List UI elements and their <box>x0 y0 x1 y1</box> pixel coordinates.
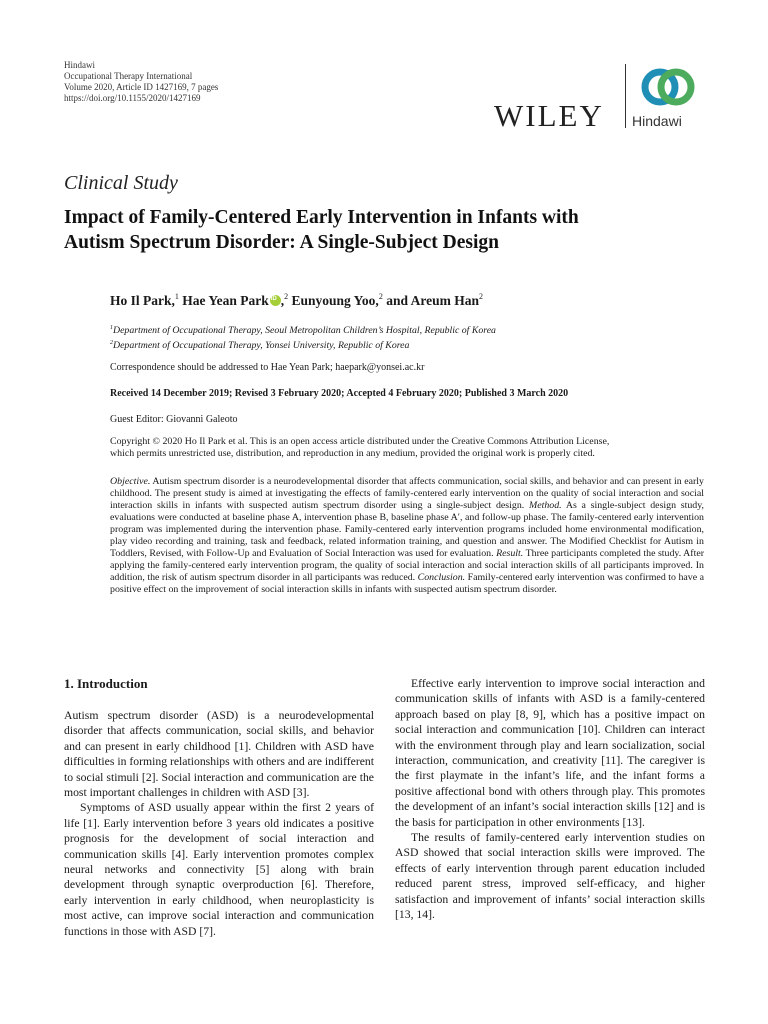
abstract-objective: Autism spectrum disorder is a neurodevelopmental disorder that affects communication, social skills, and behavior and can present in early childhood. The present study is aimed at investigating the effects of family-centered early intervention on the quality of social interaction and social interaction skills in infants with suspected autism spectrum disorder using a single-subject design. <box>110 476 704 511</box>
author-list <box>110 292 483 309</box>
affil-text: Department of Occupational Therapy, Seoul Metropolitan Children’s Hospital, Republic of Korea <box>113 325 496 336</box>
copyright-line-2: which permits unrestricted use, distribution, and reproduction in any medium, provided the original work is properly cited. <box>110 448 595 459</box>
logo-divider <box>625 64 626 128</box>
body-column-right <box>395 676 705 923</box>
author-name[interactable]: and Areum Han <box>386 293 479 308</box>
author-name[interactable]: Eunyoung Yoo, <box>291 293 379 308</box>
author-name[interactable]: Ho Il Park, <box>110 293 175 308</box>
copyright-notice <box>110 436 710 460</box>
paragraph: Symptoms of ASD usually appear within the first 2 years of life [1]. Early intervention before 3 years old indicates a positive prognosis for the development of social interaction and communication skills [4]. Early intervention promotes complex neural networks and connectivity [5] along with brain development through synaptic overproduction [6]. Therefore, early intervention in early childhood, when neuroplasticity is most active, can improve social interaction and communication functions in those with ASD [7]. <box>64 801 374 938</box>
author-affil-mark: 2 <box>478 292 483 301</box>
hindawi-logo-text: Hindawi <box>632 113 682 129</box>
paragraph: Autism spectrum disorder (ASD) is a neurodevelopmental disorder that affects communication, social skills, and behavior and can present in early childhood [1]. Children with ASD have difficulties in forming relationships with others and are indifferent to social stimuli [2]. Social interaction and communication are the most important challenges in children with ASD [3]. <box>64 709 374 800</box>
publication-dates: Received 14 December 2019; Revised 3 February 2020; Accepted 4 February 2020; Published 3 March 2020 <box>110 388 569 399</box>
affil-mark: 2 <box>110 340 113 346</box>
guest-editor: Guest Editor: Giovanni Galeoto <box>110 414 238 425</box>
affiliation-2 <box>110 337 496 352</box>
article-title <box>64 205 704 255</box>
abstract-objective-label: Objective. <box>110 476 151 487</box>
affiliations <box>110 322 496 352</box>
affil-text: Department of Occupational Therapy, Yonsei University, Republic of Korea <box>113 340 410 351</box>
abstract-method-label: Method. <box>528 500 562 511</box>
author-affil-mark: 1 <box>174 292 179 301</box>
doi-link[interactable]: https://doi.org/10.1155/2020/1427169 <box>64 93 201 103</box>
affil-mark: 1 <box>110 325 113 331</box>
author-affil-mark: 2 <box>284 292 289 301</box>
article-type: Clinical Study <box>64 172 178 194</box>
abstract-result-label: Result. <box>496 548 524 559</box>
title-line-1: Impact of Family-Centered Early Intervention in Infants with <box>64 207 579 228</box>
author-name[interactable]: Hae Yean Park <box>182 293 269 308</box>
affiliation-1 <box>110 322 496 337</box>
author-separator: , <box>280 293 285 308</box>
abstract-conclusion-label: Conclusion. <box>417 572 466 583</box>
correspondence: Correspondence should be addressed to Hae Yean Park; haepark@yonsei.ac.kr <box>110 362 425 373</box>
paragraph: Effective early intervention to improve social interaction and communication skills of infants with ASD is a family-centered approach based on play [8, 9], which has a positive impact on social interaction and communication [10]. Children can interact with the environment through play and learn socialization, social interaction, communication, and creativity [11]. The caregiver is the first playmate in the infant’s life, and the infant forms a positive affectional bond with others through play. This promotes the development of an infant’s social interaction skills [12] and is the basis for participation in other environments [13]. <box>395 677 705 829</box>
wiley-logo: WILEY <box>494 98 604 133</box>
journal-info <box>64 60 218 104</box>
abstract <box>110 476 704 596</box>
section-heading: 1. Introduction <box>64 676 148 691</box>
body-column-left <box>64 708 374 939</box>
author-affil-mark: 2 <box>378 292 383 301</box>
hindawi-logo-icon <box>640 64 696 110</box>
title-line-2: Autism Spectrum Disorder: A Single-Subject Design <box>64 232 499 253</box>
paragraph: The results of family-centered early intervention studies on ASD showed that social interaction skills were improved. The effects of early intervention through parent education included reduced parent stress, improved self-efficacy, and higher satisfaction and improvement of infants’ social interaction skills [13, 14]. <box>395 831 705 922</box>
orcid-icon[interactable] <box>270 295 281 306</box>
volume-info: Volume 2020, Article ID 1427169, 7 pages <box>64 82 219 92</box>
copyright-line-1: Copyright © 2020 Ho Il Park et al. This is an open access article distributed under the Creative Commons Attribution License, <box>110 436 610 447</box>
journal-name: Occupational Therapy International <box>64 71 193 81</box>
abstract-method: As a single-subject design study, evaluations were conducted at baseline phase A, intervention phase B, baseline phase A′, and follow-up phase. The family-centered early intervention program was implemented during the intervention phase. Family-centered early intervention programs included home environmental modification, play video recording and training, task and feedback, related information training, and question and answer. The Modified Checklist for Autism in Toddlers, Revised, with Follow-Up and Evaluation of Social Interaction was used for evaluation. <box>110 500 704 559</box>
publisher-name: Hindawi <box>64 60 95 70</box>
abstract-result: Three participants completed the study. After applying the family-centered early intervention program, the quality of social interaction and social interaction skills of all participants improved. In addition, the risk of autism spectrum disorder in all participants was reduced. <box>110 548 705 583</box>
abstract-conclusion: Family-centered early intervention was confirmed to have a positive effect on the improvement of social interaction skills in infants with suspected autism spectrum disorder. <box>110 572 704 595</box>
